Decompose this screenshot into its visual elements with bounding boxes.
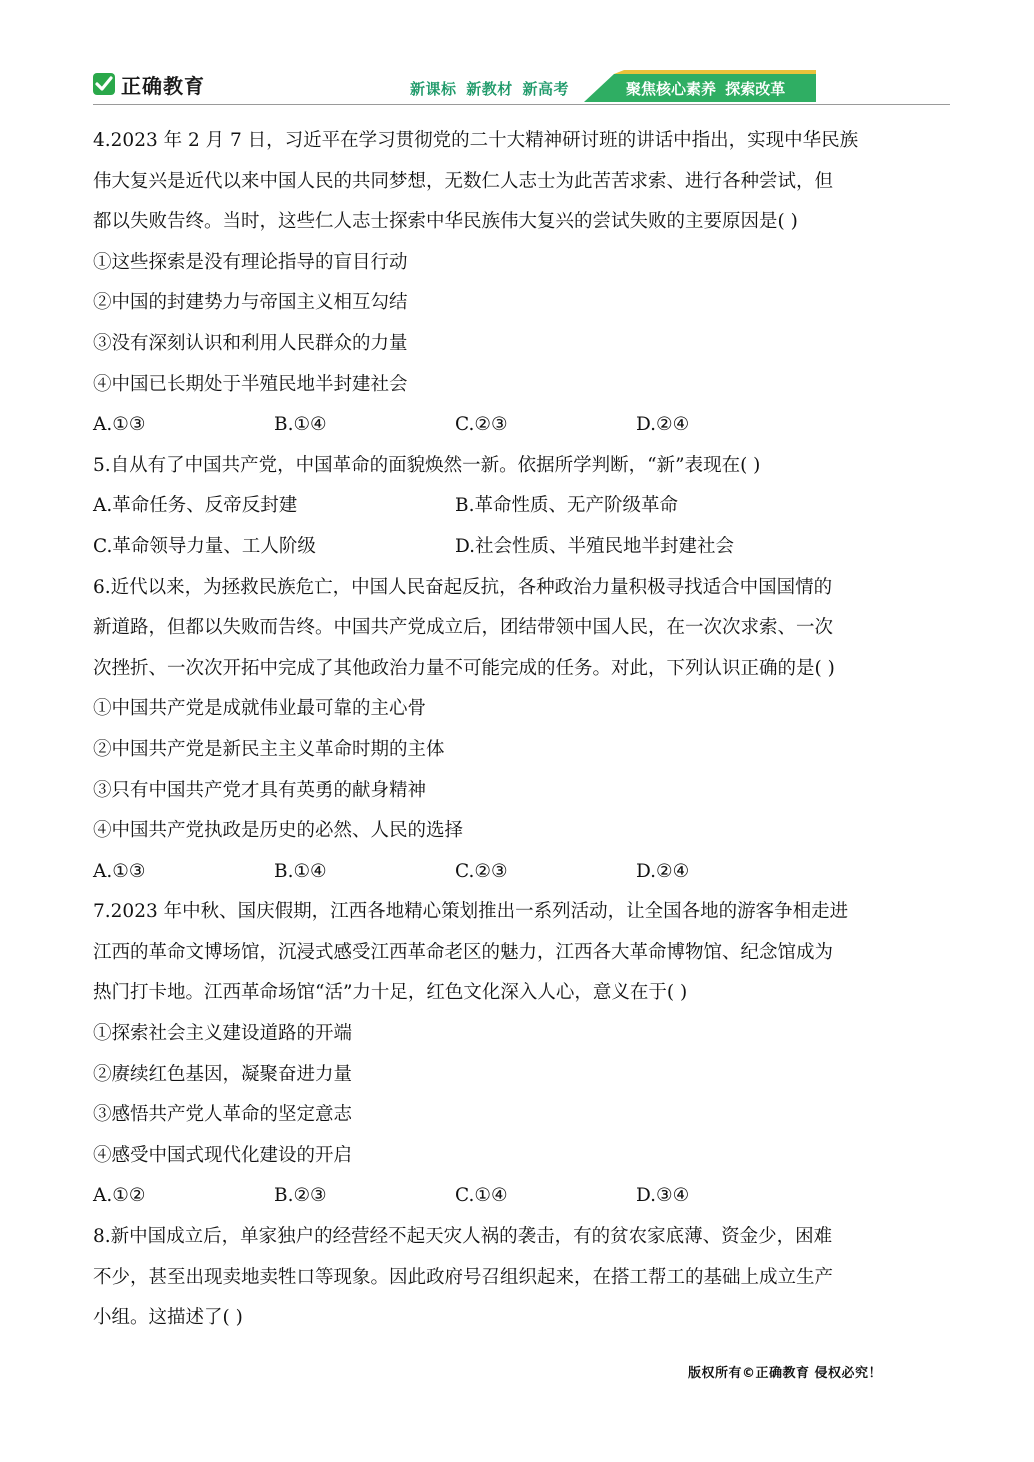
copyright-notice: 版权所有©正确教育 侵权必究！ (688, 1366, 883, 1381)
check-icon (93, 73, 115, 95)
question-stem-line: 8.新中国成立后，单家独户的经营经不起天灾人祸的袭击，有的贫农家底薄、资金少，困难 (93, 1226, 833, 1248)
answer-options (93, 1176, 943, 1217)
question-stem-line: 4.2023 年 2 月 7 日，习近平在学习贯彻党的二十大精神研讨班的讲话中指出，实现中华民族 (93, 130, 859, 151)
option-a: A.①③ (93, 860, 146, 882)
statement-item: ④中国已长期处于半殖民地半封建社会 (93, 373, 408, 395)
option-d: D.社会性质、半殖民地半封建社会 (455, 535, 735, 557)
option-b: B.①④ (274, 414, 327, 436)
statement-item: ④中国共产党执政是历史的必然、人民的选择 (93, 820, 464, 842)
statement-item: ②中国的封建势力与帝国主义相互勾结 (93, 292, 408, 314)
option-d: D.②④ (636, 414, 690, 436)
answer-options (93, 405, 943, 446)
question-stem-line: 热门打卡地。江西革命场馆“活”力十足，红色文化深入人心，意义在于( ) (93, 982, 688, 1004)
brand-logo (93, 70, 205, 98)
question-stem-line: 江西的革命文博场馆，沉浸式感受江西革命老区的魅力，江西各大革命博物馆、纪念馆成为 (93, 941, 834, 963)
question-stem-line: 6.近代以来，为拯救民族危亡，中国人民奋起反抗，各种政治力量积极寻找适合中国国情的 (93, 576, 833, 598)
statement-item: ③没有深刻认识和利用人民群众的力量 (93, 332, 408, 354)
option-b: B.①④ (274, 860, 327, 882)
statement-item: ②中国共产党是新民主主义革命时期的主体 (93, 738, 445, 760)
question-stem-line: 新道路，但都以失败而告终。中国共产党成立后，团结带领中国人民，在一次次求索、一次 (93, 617, 834, 639)
question-7 (93, 892, 943, 1217)
answer-options (93, 852, 943, 893)
option-b: B.②③ (274, 1185, 327, 1207)
question-8 (93, 1217, 943, 1339)
option-a: A.①② (93, 1185, 146, 1207)
question-stem-line: 不少，甚至出现卖地卖牲口等现象。因此政府号召组织起来，在搭工帮工的基础上成立生产 (93, 1266, 834, 1288)
question-stem-line: 伟大复兴是近代以来中国人民的共同梦想，无数仁人志士为此苦苦求索、进行各种尝试，但 (93, 170, 834, 192)
slogan-left: 新课标 新教材 新高考 (410, 80, 569, 98)
statement-item: ①中国共产党是成就伟业最可靠的主心骨 (93, 698, 427, 720)
statement-item: ③只有中国共产党才具有英勇的献身精神 (93, 779, 427, 801)
question-stem-line: 7.2023 年中秋、国庆假期，江西各地精心策划推出一系列活动，让全国各地的游客争相走进 (93, 901, 849, 923)
option-c: C.①④ (455, 1185, 508, 1207)
header-divider (93, 104, 950, 105)
option-c: C.②③ (455, 860, 508, 882)
statement-item: ①这些探索是没有理论指导的盲目行动 (93, 251, 408, 273)
option-c: C.革命领导力量、工人阶级 (93, 535, 316, 557)
statement-item: ④感受中国式现代化建设的开启 (93, 1144, 353, 1166)
answer-options (93, 527, 943, 568)
question-6 (93, 568, 943, 893)
question-stem-line: 5.自从有了中国共产党，中国革命的面貌焕然一新。依据所学判断，“新”表现在( ) (93, 454, 761, 476)
statement-item: ①探索社会主义建设道路的开端 (93, 1023, 353, 1045)
option-a: A.①③ (93, 414, 146, 436)
question-stem-line: 次挫折、一次次开拓中完成了其他政治力量不可能完成的任务。对此，下列认识正确的是( ) (93, 657, 835, 679)
answer-options (93, 486, 943, 527)
option-d: D.②④ (636, 860, 690, 882)
statement-item: ②赓续红色基因，凝聚奋进力量 (93, 1063, 353, 1085)
question-5 (93, 446, 943, 568)
brand-name: 正确教育 (121, 73, 205, 98)
page-header (0, 0, 1034, 108)
option-b: B.革命性质、无产阶级革命 (455, 495, 678, 517)
option-d: D.③④ (636, 1185, 690, 1207)
question-list (93, 121, 943, 1339)
option-c: C.②③ (455, 414, 508, 436)
option-a: A.革命任务、反帝反封建 (93, 495, 298, 517)
slogan-right: 聚焦核心素养 探索改革 (626, 80, 786, 98)
question-4 (93, 121, 943, 446)
question-stem-line: 小组。这描述了( ) (93, 1307, 243, 1329)
question-stem-line: 都以失败告终。当时，这些仁人志士探索中华民族伟大复兴的尝试失败的主要原因是( ) (93, 211, 798, 233)
statement-item: ③感悟共产党人革命的坚定意志 (93, 1104, 353, 1126)
